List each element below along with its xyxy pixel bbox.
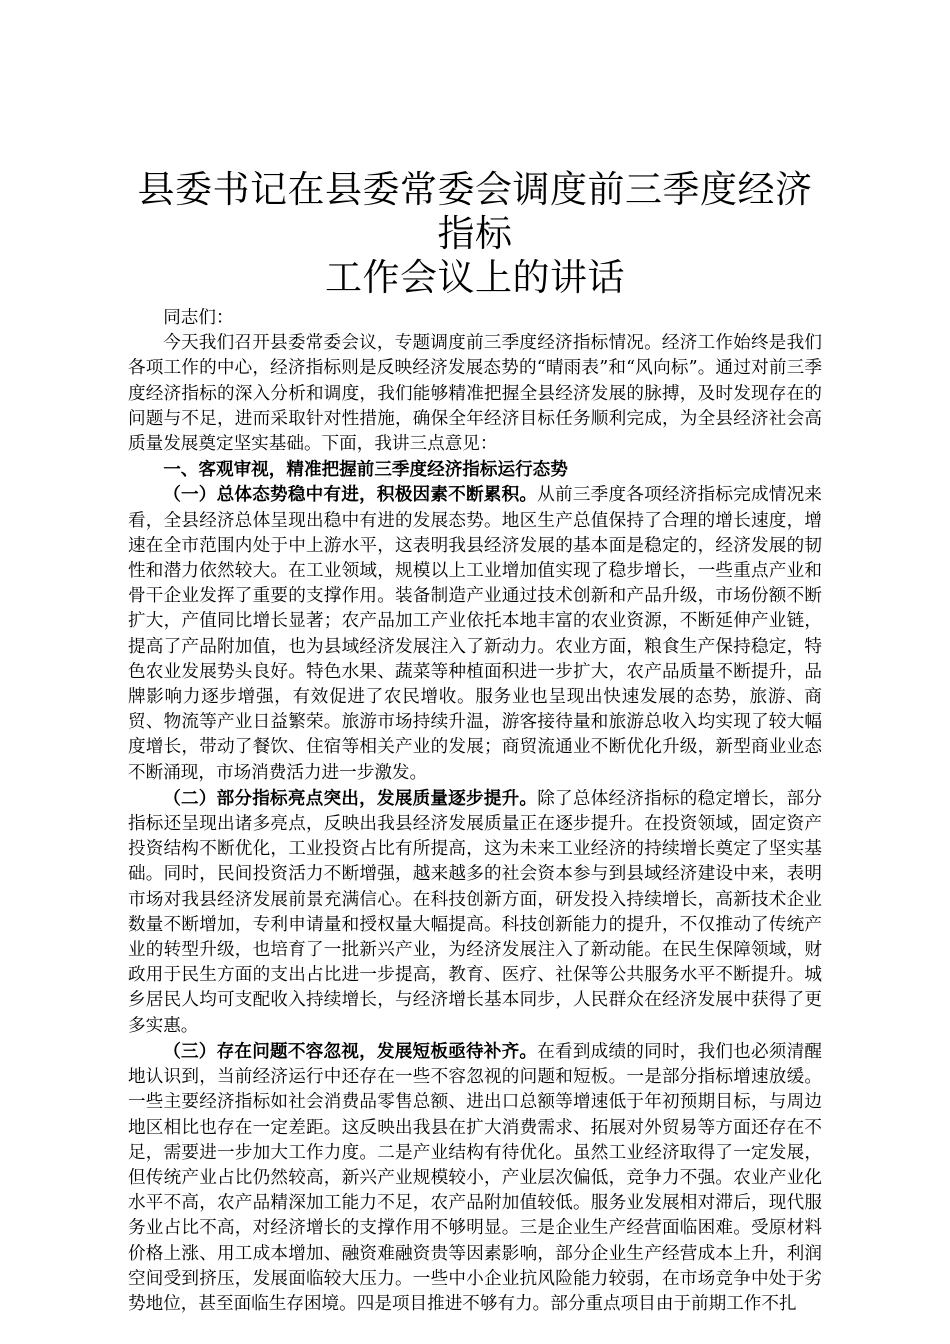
paragraph-sub1 — [128, 482, 822, 785]
sub-heading-3: （三）存在问题不容忽视，发展短板亟待补齐。 — [163, 1040, 538, 1062]
document-title — [128, 168, 822, 300]
sub-heading-1: （一）总体态势稳中有进，积极因素不断累积。 — [163, 484, 538, 506]
sub2-body: 除了总体经济指标的稳定增长，部分指标还呈现出诸多亮点，反映出我县经济发展质量正在逐步提升。在投资领域，固定资产投资结构不断优化，工业投资占比有所提高，这为未来工业经济的持续增长奠定了坚实基础。同时，民间投资活力不断增强，越来越多的社会资本参与到县域经济建设中来，表明市场对我县经济发展前景充满信心。在科技创新方面，研发投入持续增长，高新技术企业数量不断增加，专利申请量和授权量大幅提高。科技创新能力的提升，不仅推动了传统产业的转型升级，也培育了一批新兴产业，为经济发展注入了新动能。在民生保障领域，财政用于民生方面的支出占比进一步提高，教育、医疗、社保等公共服务水平不断提升。城乡居民人均可支配收入持续增长，与经济增长基本同步，人民群众在经济发展中获得了更多实惠。 — [128, 788, 822, 1036]
greeting: 同志们： — [163, 308, 234, 328]
sub3-body: 在看到成绩的同时，我们也必须清醒地认识到，当前经济运行中还存在一些不容忽视的问题和短板。一是部分指标增速放缓。一些主要经济指标如社会消费品零售总额、进出口总额等增速低于年初预期目标，与周边地区相比也存在一定差距。这反映出我县在扩大消费需求、拓展对外贸易等方面还存在不足，需要进一步加大工作力度。二是产业结构有待优化。虽然工业经济取得了一定发展，但传统产业占比仍然较高，新兴产业规模较小，产业层次偏低，竞争力不强。农业产业化水平不高，农产品精深加工能力不足，农产品附加值较低。服务业发展相对滞后，现代服务业占比不高，对经济增长的支撑作用不够明显。三是企业生产经营面临困难。受原材料价格上涨、用工成本增加、融资难融资贵等因素影响，部分企业生产经营成本上升，利润空间受到挤压，发展面临较大压力。一些中小企业抗风险能力较弱，在市场竞争中处于劣势地位，甚至面临生存困境。四是项目推进不够有力。部分重点项目由于前期工作不扎 — [128, 1041, 822, 1314]
title-line-1: 县委书记在县委常委会调度前三季度经济指标 — [137, 168, 813, 255]
document-page — [128, 168, 822, 1317]
document-body — [128, 306, 822, 1317]
sub1-body: 从前三季度各项经济指标完成情况来看，全县经济总体呈现出稳中有进的发展态势。地区生产总值保持了合理的增长速度，增速在全市范围内处于中上游水平，这表明我县经济发展的基本面是稳定的，经济发展的韧性和潜力依然较大。在工业领域，规模以上工业增加值实现了稳步增长，一些重点产业和骨干企业发挥了重要的支撑作用。装备制造产业通过技术创新和产品升级，市场份额不断扩大，产值同比增长显著；农产品加工产业依托本地丰富的农业资源，不断延伸产业链，提高了产品附加值，也为县域经济发展注入了新动力。农业方面，粮食生产保持稳定，特色农业发展势头良好。特色水果、蔬菜等种植面积进一步扩大，农产品质量不断提升，品牌影响力逐步增强，有效促进了农民增收。服务业也呈现出快速发展的态势，旅游、商贸、物流等产业日益繁荣。旅游市场持续升温，游客接待量和旅游总收入均实现了较大幅度增长，带动了餐饮、住宿等相关产业的发展；商贸流通业不断优化升级，新型商业业态不断涌现，市场消费活力进一步激发。 — [128, 485, 822, 783]
title-line-2: 工作会议上的讲话 — [325, 256, 625, 299]
intro-paragraph: 今天我们召开县委常委会议，专题调度前三季度经济指标情况。经济工作始终是我们各项工作的中心，经济指标则是反映经济发展态势的“晴雨表”和“风向标”。通过对前三季度经济指标的深入分析和调度，我们能够精准把握全县经济发展的脉搏，及时发现存在的问题与不足，进而采取针对性措施，确保全年经济目标任务顺利完成，为全县经济社会高质量发展奠定坚实基础。下面，我讲三点意见： — [128, 333, 822, 455]
paragraph-sub2 — [128, 786, 822, 1039]
paragraph-sub3 — [128, 1039, 822, 1317]
section-heading-1: 一、客观审视，精准把握前三季度经济指标运行态势 — [163, 459, 568, 481]
sub-heading-2: （二）部分指标亮点突出，发展质量逐步提升。 — [163, 787, 538, 809]
